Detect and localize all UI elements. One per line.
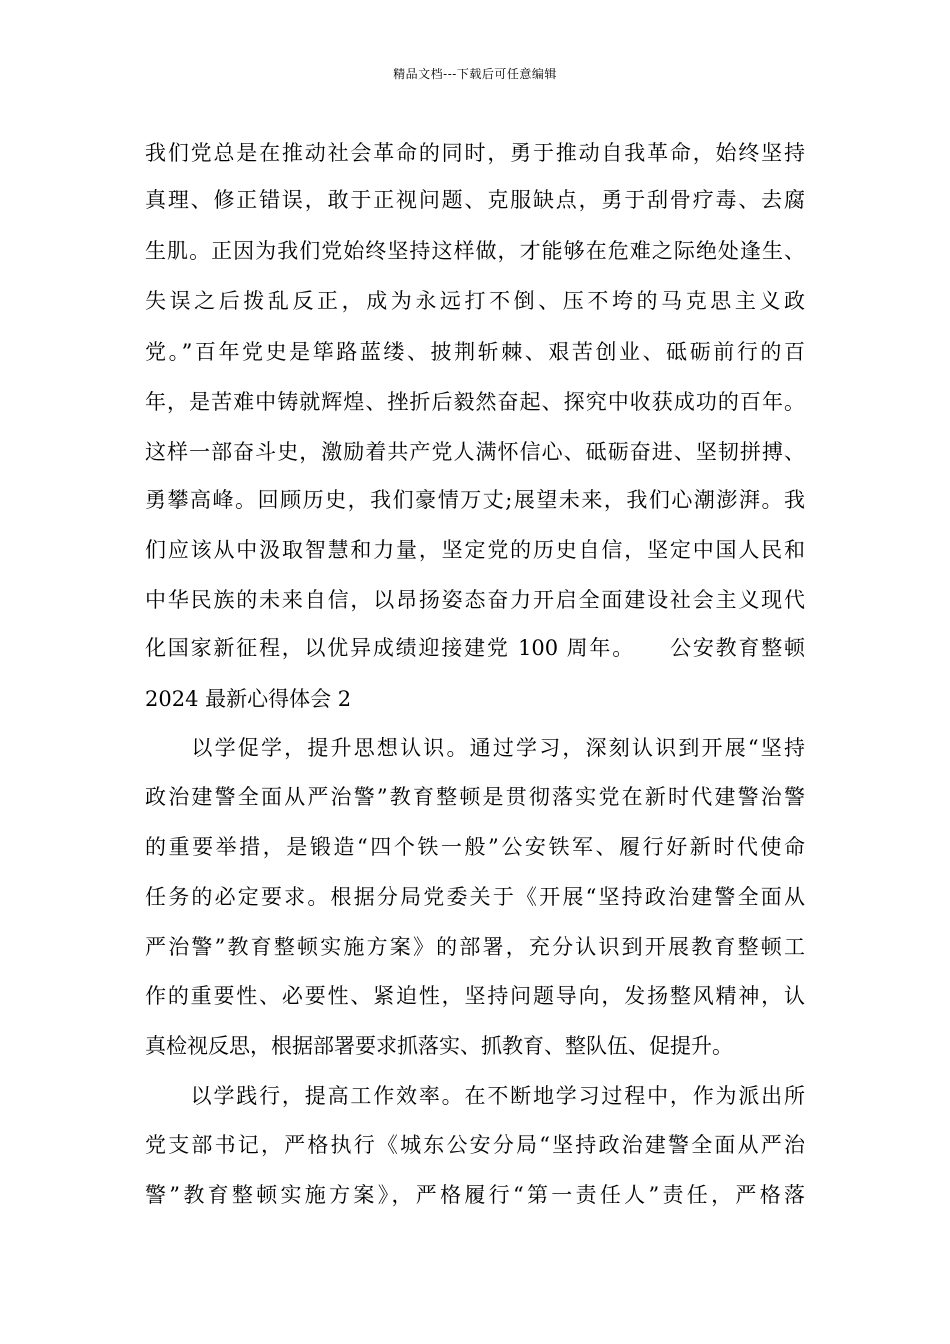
text-line: 以学践行，提高工作效率。在不断地学习过程中，作为派出所: [145, 1084, 805, 1108]
text-line: 失误之后拨乱反正，成为永远打不倒、压不垮的马克思主义政: [145, 289, 805, 313]
text-line: 生肌。正因为我们党始终坚持这样做，才能够在危难之际绝处逢生、: [145, 239, 805, 263]
text-line: 党。”百年党史是筚路蓝缕、披荆斩棘、艰苦创业、砥砺前行的百: [145, 340, 805, 364]
text-line: 任务的必定要求。根据分局党委关于《开展“坚持政治建警全面从: [145, 885, 805, 909]
text-line: 警”教育整顿实施方案》，严格履行“第一责任人”责任，严格落: [145, 1183, 805, 1207]
text-line: 们应该从中汲取智慧和力量，坚定党的历史自信，坚定中国人民和: [145, 538, 805, 562]
text-line: 真理、修正错误，敢于正视问题、克服缺点，勇于刮骨疗毒、去腐: [145, 188, 805, 212]
text-line: 严治警”教育整顿实施方案》的部署，充分认识到开展教育整顿工: [145, 935, 805, 959]
text-line: 中华民族的未来自信，以昂扬姿态奋力开启全面建设社会主义现代: [145, 588, 805, 612]
text-line: 2024 最新心得体会 2: [145, 687, 352, 711]
text-line: 作的重要性、必要性、紧迫性，坚持问题导向，发扬整风精神，认: [145, 984, 805, 1008]
page-header: 精品文档---下载后可任意编辑: [393, 67, 557, 81]
text-line: 化国家新征程，以优异成绩迎接建党 100 周年。 公安教育整顿: [145, 636, 805, 660]
text-line: 年，是苦难中铸就辉煌、挫折后毅然奋起、探究中收获成功的百年。: [145, 390, 805, 414]
text-line: 我们党总是在推动社会革命的同时，勇于推动自我革命，始终坚持: [145, 141, 805, 165]
text-line: 的重要举措，是锻造“四个铁一般”公安铁军、履行好新时代使命: [145, 835, 805, 859]
text-line: 以学促学，提升思想认识。通过学习，深刻认识到开展“坚持: [145, 736, 805, 760]
text-line: 党支部书记，严格执行《城东公安分局“坚持政治建警全面从严治: [145, 1133, 805, 1157]
text-line: 这样一部奋斗史，激励着共产党人满怀信心、砥砺奋进、坚韧拼搏、: [145, 440, 805, 464]
text-line: 真检视反思，根据部署要求抓落实、抓教育、整队伍、促提升。: [145, 1034, 733, 1058]
text-line: 勇攀高峰。回顾历史，我们豪情万丈;展望未来，我们心潮澎湃。我: [145, 488, 805, 512]
text-line: 政治建警全面从严治警”教育整顿是贯彻落实党在新时代建警治警: [145, 785, 805, 809]
